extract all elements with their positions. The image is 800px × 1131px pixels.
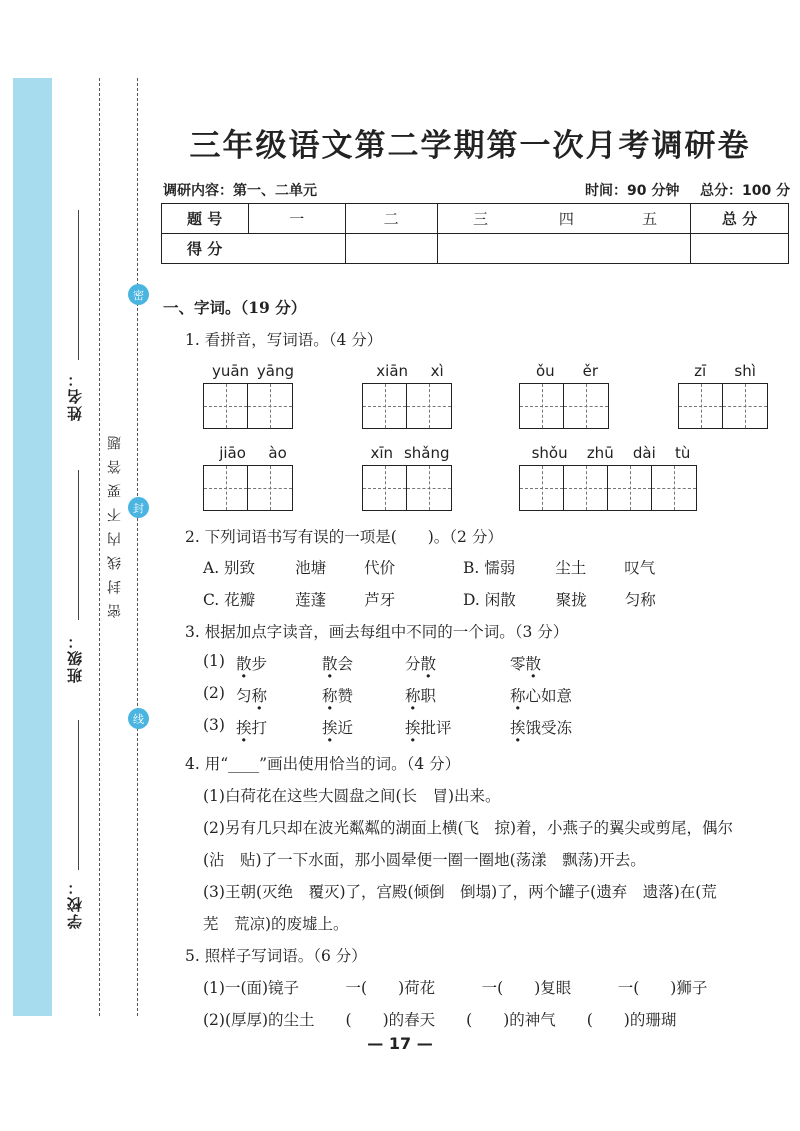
score-table — [161, 203, 789, 264]
q1-grid-2[interactable] — [362, 383, 452, 429]
table-col-4: 四 — [523, 204, 609, 234]
score-table-score-row — [162, 234, 789, 264]
q1-grid-6[interactable] — [362, 465, 452, 511]
q4-title: 4. 用“____”画出使用恰当的词。（4 分） — [185, 755, 461, 773]
score-cell-3-5[interactable] — [437, 234, 690, 264]
table-header-label: 题 号 — [162, 204, 249, 234]
q5-title: 5. 照样子写词语。（6 分） — [185, 947, 367, 965]
q2-option-a[interactable]: A. 别致 池塘 代价 — [203, 559, 396, 577]
q1-pinyin-1: yuān yāng — [211, 362, 295, 380]
q2-option-c[interactable]: C. 花瓣 莲蓬 芦牙 — [203, 591, 396, 609]
q3-row-3-word-4[interactable]: 挨饿受冻 — [510, 719, 573, 737]
q4-line-3[interactable]: (沾 贴)了一下水面，那小圆晕便一圈一圈地(荡漾 飘荡)开去。 — [203, 851, 646, 869]
table-row-label: 得 分 — [162, 234, 346, 264]
q3-row-2-num: (2) — [203, 684, 225, 702]
table-col-total: 总 分 — [691, 204, 789, 234]
q2-title: 2. 下列词语书写有误的一项是( )。（2 分） — [185, 528, 503, 546]
q4-line-1[interactable]: (1)白荷花在这些大圆盘之间(长 冒)出来。 — [203, 787, 501, 805]
q5-line-2[interactable]: (2)(厚厚)的尘土 ( )的春天 ( )的神气 ( )的珊瑚 — [203, 1011, 677, 1029]
q3-row-1-word-4[interactable]: 零散 — [510, 655, 542, 673]
q3-row-1-word-1[interactable]: 散步 — [236, 655, 268, 673]
q3-row-1-word-2[interactable]: 散会 — [322, 655, 354, 673]
q5-line-1[interactable]: (1)一(面)镜子 一( )荷花 一( )复眼 一( )狮子 — [203, 979, 708, 997]
exam-time: 时间：90 分钟 — [585, 183, 680, 199]
seal-circle-feng: 封 — [128, 497, 149, 518]
q1-grid-5[interactable] — [203, 465, 293, 511]
q3-row-2-word-4[interactable]: 称心如意 — [510, 687, 573, 705]
table-col-1: 一 — [248, 204, 345, 234]
page-number: — 17 — — [367, 1034, 433, 1053]
seal-circle-xian: 线 — [128, 708, 149, 729]
q2-option-d[interactable]: D. 闲散 聚拢 匀称 — [463, 591, 656, 609]
section-1-title: 一、字词。（19 分） — [163, 298, 307, 317]
q1-pinyin-7: shǒu zhū dài tù — [531, 444, 691, 462]
school-field-line[interactable] — [78, 720, 79, 870]
name-label: 姓名： — [66, 370, 84, 421]
q3-row-3-word-3[interactable]: 挨批评 — [405, 719, 452, 737]
q1-grid-4[interactable] — [678, 383, 768, 429]
q4-line-2[interactable]: (2)另有几只却在波光粼粼的湖面上横(飞 掠)着，小燕子的翼尖或剪尾，偶尔 — [203, 819, 734, 837]
score-table-header-row — [162, 204, 789, 234]
class-label: 班级： — [66, 632, 84, 683]
q1-pinyin-3: ǒu ěr — [535, 362, 599, 380]
q3-row-3-num: (3) — [203, 716, 225, 734]
seal-notice: 密封线内不要答题 — [107, 426, 123, 618]
q3-row-1-num: (1) — [203, 652, 225, 670]
page-title: 三年级语文第二学期第一次月考调研卷 — [189, 128, 751, 164]
score-cell-total[interactable] — [691, 234, 789, 264]
seal-line-left — [99, 78, 100, 1016]
q4-line-5[interactable]: 芜 荒凉)的废墟上。 — [203, 915, 349, 933]
table-col-2: 二 — [345, 204, 437, 234]
q1-grid-3[interactable] — [519, 383, 609, 429]
q1-pinyin-4: zī shì — [694, 362, 756, 380]
q1-grid-1[interactable] — [203, 383, 293, 429]
seal-line-right — [137, 78, 138, 1016]
q2-option-b[interactable]: B. 懦弱 尘土 叹气 — [463, 559, 656, 577]
q3-row-3-word-1[interactable]: 挨打 — [236, 719, 268, 737]
q1-grid-7[interactable] — [519, 465, 697, 511]
q1-pinyin-2: xiān xì — [376, 362, 444, 380]
q1-title: 1. 看拼音，写词语。（4 分） — [185, 331, 383, 349]
school-label: 学校： — [66, 878, 84, 929]
binding-margin-bar — [13, 78, 52, 1016]
q1-pinyin-5: jiāo ào — [219, 444, 287, 462]
q3-title: 3. 根据加点字读音，画去每组中不同的一个词。（3 分） — [185, 623, 569, 641]
table-col-5: 五 — [609, 204, 690, 234]
q4-line-4[interactable]: (3)王朝(灭绝 覆灭)了，宫殿(倾倒 倒塌)了，两个罐子(遗弃 遗落)在(荒 — [203, 883, 717, 901]
q1-pinyin-6: xīn shǎng — [370, 444, 450, 462]
q3-row-3-word-2[interactable]: 挨近 — [322, 719, 354, 737]
score-cell-2[interactable] — [345, 234, 437, 264]
exam-total: 总分：100 分 — [700, 183, 791, 199]
q3-row-2-word-3[interactable]: 称职 — [405, 687, 437, 705]
table-col-3: 三 — [437, 204, 523, 234]
exam-content: 调研内容：第一、二单元 — [163, 183, 317, 199]
q3-row-1-word-3[interactable]: 分散 — [405, 655, 437, 673]
q3-row-2-word-2[interactable]: 称赞 — [322, 687, 354, 705]
seal-circle-mi: 密 — [128, 284, 149, 305]
name-field-line[interactable] — [78, 210, 79, 360]
q3-row-2-word-1[interactable]: 匀称 — [236, 687, 268, 705]
class-field-line[interactable] — [78, 470, 79, 620]
